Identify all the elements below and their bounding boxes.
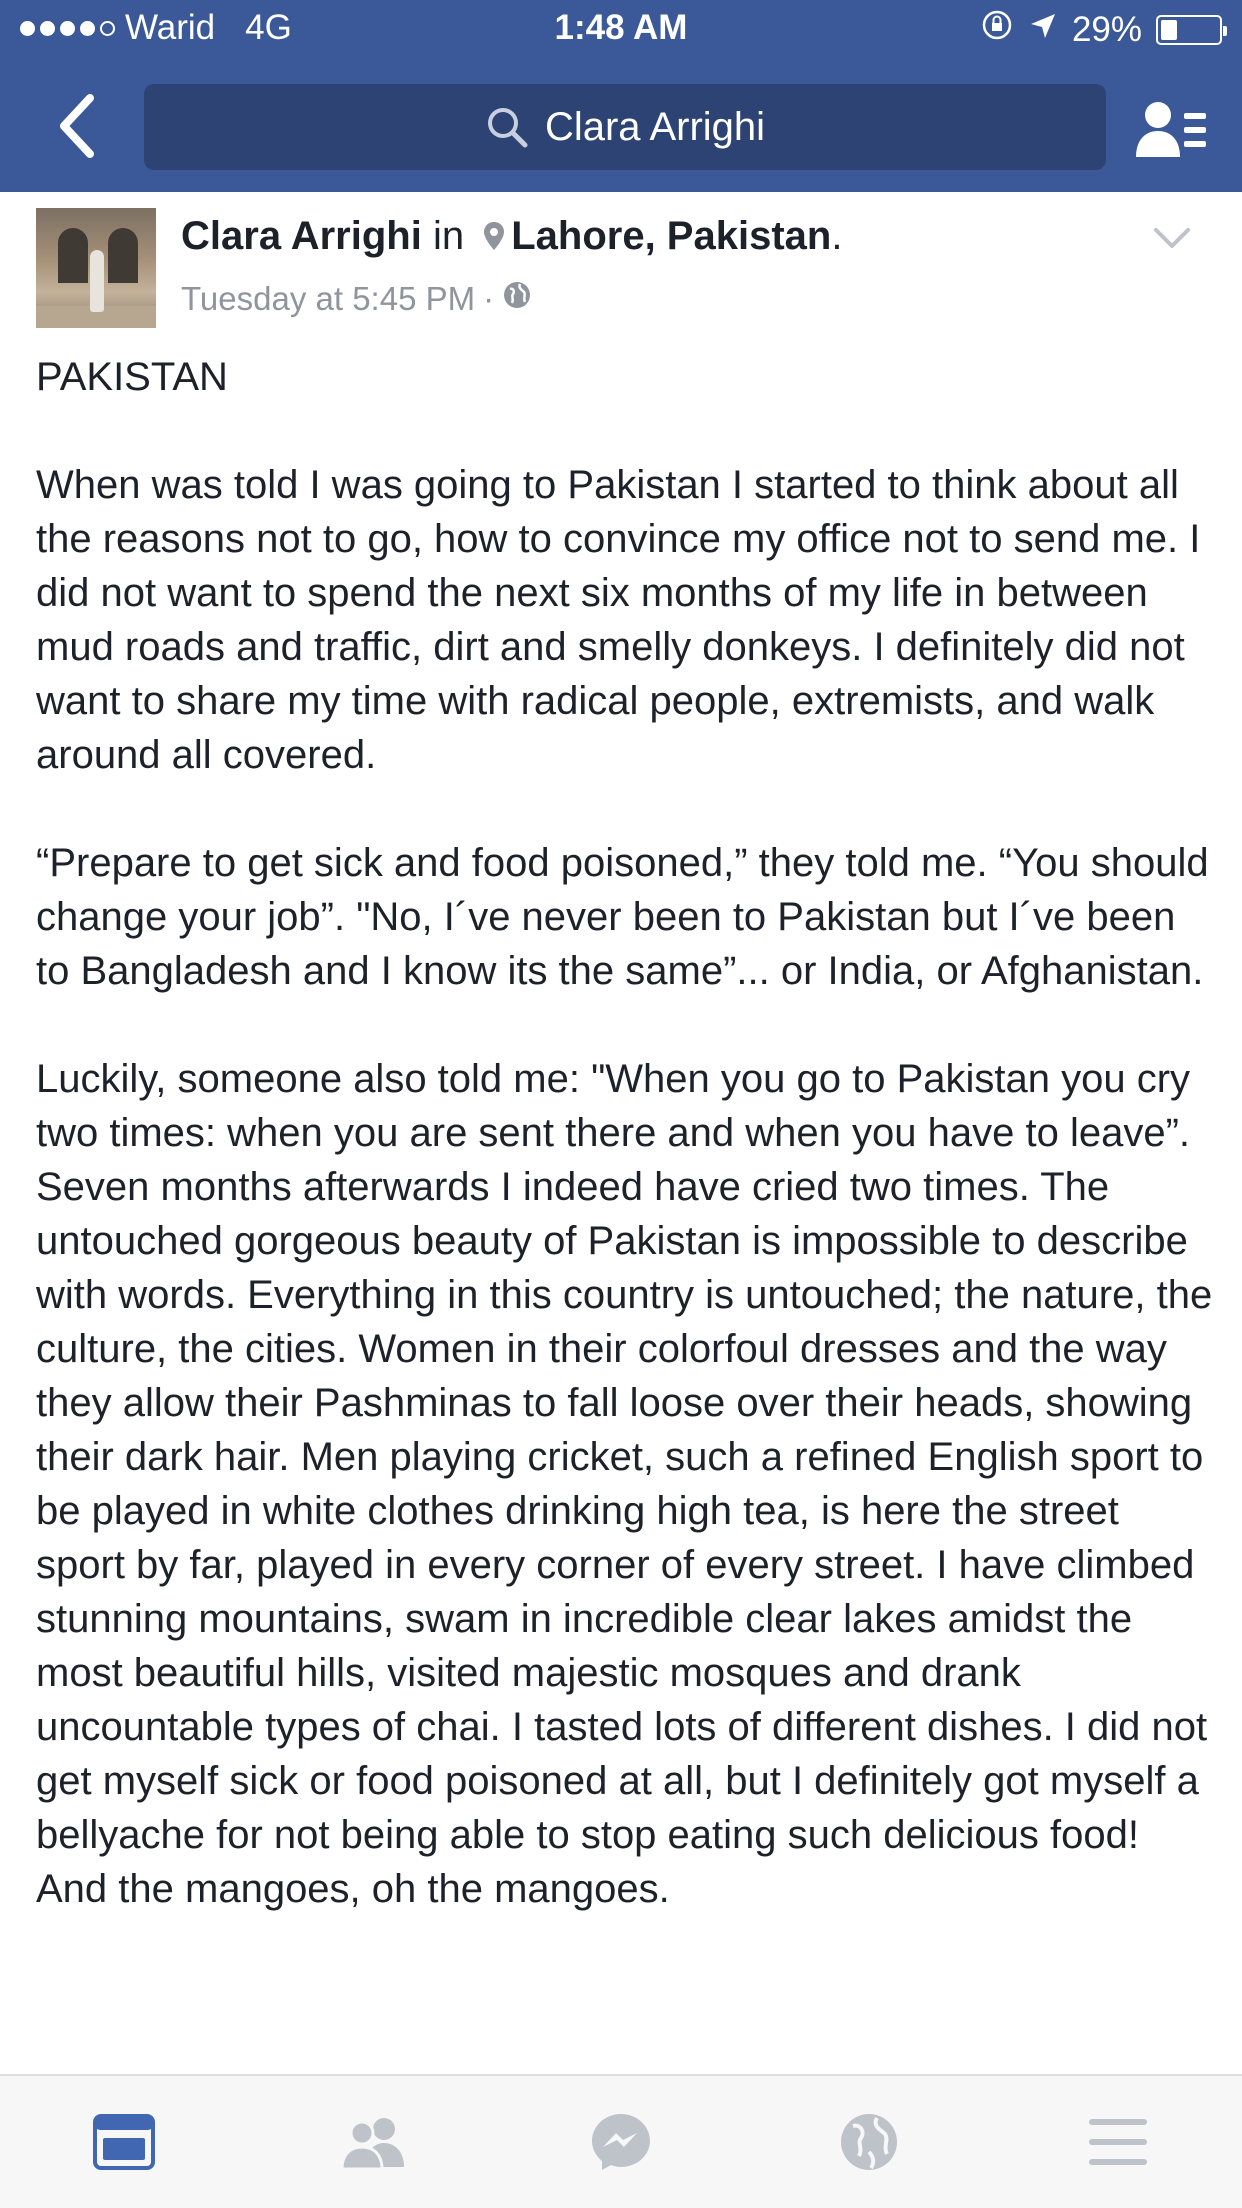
tab-bar	[0, 2074, 1242, 2208]
person-list-icon	[1136, 99, 1208, 159]
rotation-lock-icon	[980, 8, 1014, 51]
battery-icon	[1156, 15, 1222, 45]
status-bar	[0, 0, 1242, 60]
location-pin-icon	[483, 216, 505, 261]
battery-percent: 29%	[1071, 9, 1142, 49]
post-meta	[181, 280, 532, 318]
connector-text: in	[432, 214, 465, 258]
messenger-icon	[590, 2112, 652, 2172]
status-right	[980, 8, 1222, 51]
meta-separator: ·	[483, 280, 495, 317]
tab-friends[interactable]	[323, 2097, 423, 2187]
globe-icon	[839, 2112, 899, 2172]
chevron-left-icon	[56, 94, 96, 158]
post-paragraph: “Prepare to get sick and food poisoned,” they told me. “You should change your job”. "No, I´ve never been to Pakistan but I´ve been to Bangladesh and I know its the same”... or India, or Afghanistan.	[36, 841, 1209, 993]
search-icon	[485, 105, 529, 149]
friends-icon	[338, 2115, 408, 2169]
globe-privacy-icon	[502, 280, 532, 318]
tab-notifications[interactable]	[819, 2097, 919, 2187]
search-bar[interactable]	[144, 84, 1106, 170]
tab-news-feed[interactable]	[74, 2097, 174, 2187]
location-suffix: .	[831, 214, 843, 258]
tab-more[interactable]	[1068, 2097, 1168, 2187]
location-name[interactable]: Lahore, Pakistan	[511, 214, 832, 258]
network-type: 4G	[245, 8, 292, 47]
carrier-name: Warid	[125, 8, 216, 47]
navigation-bar	[0, 60, 1242, 192]
post-paragraph: Luckily, someone also told me: "When you go to Pakistan you cry two times: when you are sent there and when you have to leave”. Seven months afterwards I indeed have cried two times. The untouched gorgeous beauty of Pakistan is impossible to describe with words. Everything in this country is untouched; the nature, the culture, the cities. Women in their colorfoul dresses and the way they allow their Pashminas to fall loose over their heads, showing their dark hair. Men playing cricket, such a refined English sport to be played in white clothes drinking high tea, is here the street sport by far, played in every corner of every street. I have climbed stunning mountains, swam in incredible clear lakes amidst the most beautiful hills, visited majestic mosques and drank uncountable types of chai. I tasted lots of different dishes. I did not get myself sick or food poisoned at all, but I definitely got myself a bellyache for not being able to stop eating such delicious food! And the mangoes, oh the mangoes.	[36, 1057, 1213, 1911]
author-name[interactable]: Clara Arrighi	[181, 214, 422, 258]
post-paragraph: PAKISTAN	[36, 355, 228, 399]
friend-requests-button[interactable]	[1132, 94, 1212, 164]
news-feed-icon	[93, 2114, 155, 2170]
menu-icon	[1087, 2117, 1149, 2167]
post-header	[36, 208, 1206, 330]
post-body	[36, 350, 1216, 1916]
post-timestamp[interactable]: Tuesday at 5:45 PM	[181, 280, 476, 317]
tab-messenger[interactable]	[571, 2097, 671, 2187]
author-line	[181, 214, 842, 261]
back-button[interactable]	[38, 88, 114, 164]
search-query: Clara Arrighi	[544, 104, 766, 149]
location-arrow-icon	[1028, 10, 1058, 50]
avatar[interactable]	[36, 208, 156, 328]
chevron-down-icon	[1152, 226, 1192, 250]
post-paragraph: When was told I was going to Pakistan I started to think about all the reasons not to go, how to convince my office not to send me. I did not want to spend the next six months of my life in between mud roads and traffic, dirt and smelly donkeys. I definitely did not want to share my time with radical people, extremists, and walk around all covered.	[36, 463, 1201, 777]
post-options-button[interactable]	[1152, 226, 1192, 255]
status-time: 1:48 AM	[554, 8, 688, 47]
